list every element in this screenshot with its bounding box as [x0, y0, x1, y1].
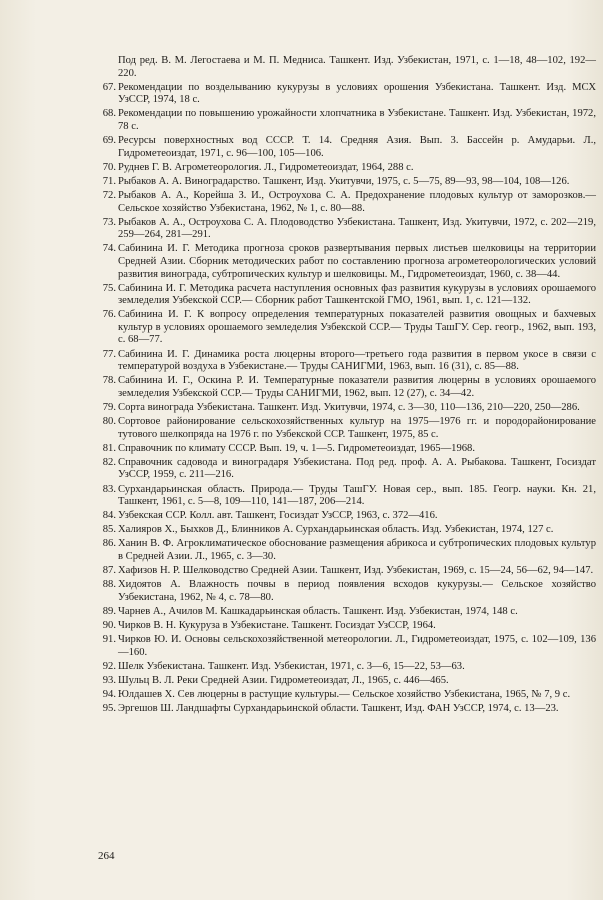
reference-number: 82.	[102, 456, 116, 468]
reference-entry	[96, 689, 596, 702]
reference-text: Справочник по климату СССР. Вып. 19, ч. 1—5. Гидрометеоиздат, 1965—1968.	[118, 442, 476, 454]
reference-entry	[96, 309, 596, 347]
reference-text: Рекомендации по возделыванию кукурузы в условиях орошения Узбекистана. Ташкент. Изд. МСХ УзССР, 1974, 18 с.	[118, 81, 596, 106]
reference-number: 76.	[102, 309, 116, 321]
reference-entry	[96, 349, 596, 374]
reference-entry	[96, 565, 596, 578]
reference-number: 80.	[102, 416, 116, 428]
reference-entry	[96, 416, 596, 441]
reference-number: 84.	[102, 510, 116, 522]
reference-number: 92.	[102, 660, 116, 672]
reference-entry	[96, 217, 596, 242]
reference-text: Халияров Х., Быхков Д., Блинников А. Сурхандарьинская область. Изд. Узбекистан, 1974, 127 с.	[118, 524, 554, 536]
reference-list	[96, 55, 596, 717]
reference-number: 81.	[102, 442, 116, 454]
reference-number: 91.	[102, 634, 116, 646]
reference-entry	[96, 524, 596, 537]
reference-number: 83.	[102, 483, 116, 495]
reference-entry	[96, 82, 596, 107]
reference-entry	[96, 661, 596, 674]
reference-number: 70.	[102, 161, 116, 173]
reference-text: Юлдашев Х. Сев люцерны в растущие культуры.— Сельское хозяйство Узбекистана, 1965, № 7, 9 с.	[118, 688, 571, 700]
reference-entry	[96, 108, 596, 133]
reference-text: Узбекская ССР. Колл. авт. Ташкент, Госиздат УзССР, 1963, с. 372—416.	[118, 510, 438, 522]
reference-text: Рыбаков А. А., Корейша З. И., Остроухова С. А. Предохранение плодовых культур от заморозков.— Сельское хозяйство Узбекистана, 1962, № 1, с. 80—88.	[118, 189, 596, 214]
reference-entry	[96, 579, 596, 604]
reference-number: 86.	[102, 538, 116, 550]
reference-number: 93.	[102, 674, 116, 686]
page-number: 264	[98, 850, 115, 862]
reference-number: 85.	[102, 524, 116, 536]
reference-entry	[96, 510, 596, 523]
reference-entry	[96, 176, 596, 189]
reference-text: Сабинина И. Г. Динамика роста люцерны второго—третьего года развития в первом укосе в связи с температурой воздуха в Узбекистане.— Труды САНИГМИ, 1963, вып. 16 (31), с. 85—88.	[118, 348, 596, 373]
reference-text: Хидоятов А. Влажность почвы в период появления всходов кукурузы.— Сельское хозяйство Узбекистана, 1962, № 4, с. 78—80.	[118, 579, 596, 603]
reference-text: Сортовое районирование сельскохозяйственных культур на 1975—1976 гг. и породорайонирование тутового шелкопряда на 1976 г. по Узбекской ССР. Ташкент, 1975, 85 с.	[118, 416, 596, 440]
reference-entry	[96, 606, 596, 619]
reference-entry	[96, 55, 596, 80]
reference-number: 89.	[102, 605, 116, 617]
reference-number: 78.	[102, 375, 116, 387]
reference-text: Чирков Ю. И. Основы сельскохозяйственной метеорологии. Л., Гидрометеоиздат, 1975, с. 102—109, 136—160.	[118, 634, 596, 658]
reference-entry	[96, 243, 596, 281]
reference-entry	[96, 675, 596, 688]
reference-number: 74.	[102, 243, 116, 255]
reference-number: 87.	[102, 565, 116, 577]
reference-number: 68.	[102, 108, 116, 120]
reference-number: 79.	[102, 401, 116, 413]
reference-text: Рыбаков А. А., Остроухова С. А. Плодоводство Узбекистана. Ташкент, Изд. Укитувчи, 1972, с. 202—219, 259—264, 281—291.	[118, 216, 596, 241]
reference-number: 73.	[102, 216, 116, 228]
reference-text: Справочник садовода и виноградаря Узбекистана. Под ред. проф. А. А. Рыбакова. Ташкент, Госиздат УзССР, 1959, с. 211—216.	[118, 456, 596, 481]
reference-text: Сабинина И. Г. К вопросу определения температурных показателей развития овощных и бахчевых культур в условиях орошаемого земледелия Узбекской ССР.— Труды ТашГУ. Сер. геогр., 1962, вып. 193, с. 68—77.	[118, 309, 596, 346]
reference-text: Сабинина И. Г., Оскина Р. И. Температурные показатели развития люцерны в условиях орошаемого земледелия Узбекской ССР.— Труды САНИГМИ, 1962, вып. 12 (27), с. 34—42.	[118, 375, 596, 399]
reference-text: Сорта винограда Узбекистана. Ташкент. Изд. Укитувчи, 1974, с. 3—30, 110—136, 210—220, 250—286.	[118, 401, 580, 413]
reference-text: Ханин В. Ф. Агроклиматическое обоснование размещения абрикоса и субтропических плодовых культур в Средней Азии. Л., 1965, с. 3—30.	[118, 538, 596, 562]
reference-number: 88.	[102, 579, 116, 591]
reference-text: Рыбаков А. А. Виноградарство. Ташкент, Изд. Укитувчи, 1975, с. 5—75, 89—93, 98—104, 108—126.	[118, 175, 570, 187]
reference-text: Под ред. В. М. Легостаева и М. П. Медниса. Ташкент. Изд. Узбекистан, 1971, с. 1—18, 48—102, 192—220.	[118, 55, 596, 79]
reference-text: Шульц В. Л. Реки Средней Азии. Гидрометеоиздат, Л., 1965, с. 446—465.	[118, 674, 449, 686]
reference-text: Шелк Узбекистана. Ташкент. Изд. Узбекистан, 1971, с. 3—6, 15—22, 53—63.	[118, 660, 465, 672]
reference-number: 72.	[102, 189, 116, 201]
reference-text: Ресурсы поверхностных вод СССР. Т. 14. Средняя Азия. Вып. 3. Бассейн р. Амударьи. Л., Гидрометеоиздат, 1971, с. 96—100, 105—106.	[118, 135, 596, 159]
reference-entry	[96, 620, 596, 633]
reference-entry	[96, 135, 596, 160]
reference-text: Сабинина И. Г. Методика прогноза сроков развертывания первых листьев шелковицы на территории Средней Азии. Сборник методических работ по составлению прогноза агрометеорологических условий развития винограда, субтропических культур и шелковицы. М., Гидрометеоиздат, 1960, с. 38—44.	[118, 243, 596, 280]
reference-number: 67.	[102, 81, 116, 93]
reference-text: Эргешов Ш. Ландшафты Сурхандарьинской области. Ташкент, Изд. ФАН УзССР, 1974, с. 13—23.	[118, 703, 559, 714]
reference-text: Рекомендации по повышению урожайности хлопчатника в Узбекистане. Ташкент. Изд. Узбекистан, 1972, 78 с.	[118, 108, 596, 132]
reference-number: 71.	[102, 175, 116, 187]
reference-number: 69.	[102, 135, 116, 147]
reference-number: 90.	[102, 619, 116, 631]
reference-text: Сабинина И. Г. Методика расчета наступления основных фаз развития кукурузы в условиях орошаемого земледелия Узбекской ССР.— Сборник работ Ташкентской ГМО, 1961, вып. 1, с. 121—132.	[118, 282, 596, 307]
reference-text: Хафизов Н. Р. Шелководство Средней Азии. Ташкент, Изд. Узбекистан, 1969, с. 15—24, 56—62, 94—147.	[118, 565, 594, 577]
reference-number: 95.	[102, 703, 116, 714]
reference-entry	[96, 162, 596, 175]
reference-number: 94.	[102, 688, 116, 700]
reference-text: Чирков В. Н. Кукуруза в Узбекистане. Ташкент. Госиздат УзССР, 1964.	[118, 619, 436, 631]
reference-entry	[96, 457, 596, 482]
reference-entry	[96, 538, 596, 563]
reference-entry	[96, 190, 596, 215]
reference-text: Чарнев А., Ачилов М. Кашкадарьинская область. Ташкент. Изд. Узбекистан, 1974, 148 с.	[118, 605, 518, 617]
reference-entry	[96, 703, 596, 716]
reference-number: 77.	[102, 348, 116, 360]
reference-text: Руднев Г. В. Агрометеорология. Л., Гидрометеоиздат, 1964, 288 с.	[118, 161, 414, 173]
reference-entry	[96, 283, 596, 308]
reference-text: Сурхандарьинская область. Природа.— Труды ТашГУ. Новая сер., вып. 185. Геогр. науки. Кн. 21, Ташкент, 1961, с. 5—8, 109—110, 141—187, 206—214.	[118, 483, 596, 508]
reference-entry	[96, 484, 596, 509]
reference-entry	[96, 443, 596, 456]
reference-number: 75.	[102, 282, 116, 294]
reference-entry	[96, 402, 596, 415]
reference-entry	[96, 375, 596, 400]
reference-entry	[96, 634, 596, 659]
